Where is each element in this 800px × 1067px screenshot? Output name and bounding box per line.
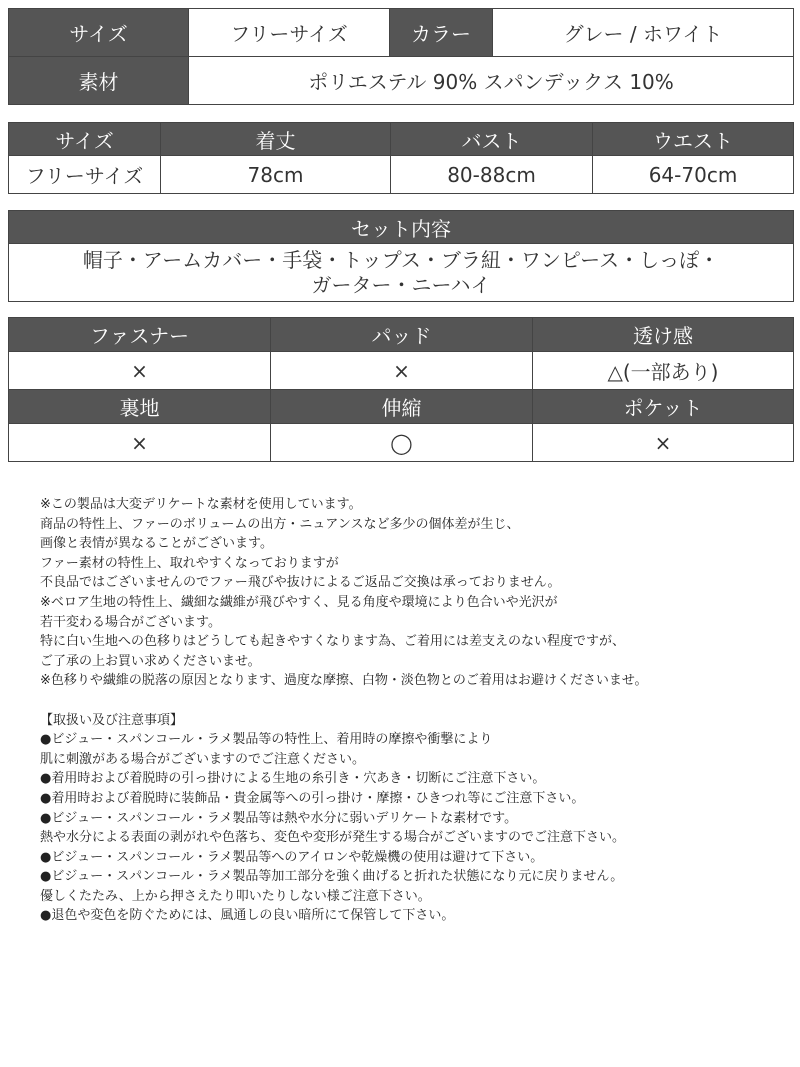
feature-value-lining: × [9, 424, 271, 462]
feature-header-lining: 裏地 [9, 390, 271, 424]
material-value: ポリエステル 90% スパンデックス 10% [189, 57, 794, 105]
feature-value-pad: × [271, 352, 533, 390]
color-value: グレー / ホワイト [493, 9, 794, 57]
size-value: フリーサイズ [189, 9, 390, 57]
note-line: ●ビジュー・スパンコール・ラメ製品等加工部分を強く曲げると折れた状態になり元に戻りません。 [40, 869, 624, 885]
color-label: カラー [390, 9, 493, 57]
note-line: 不良品ではございませんのでファー飛びや抜けによるご返品ご交換は承っておりません。 [40, 575, 561, 591]
measure-header-waist: ウエスト [593, 123, 794, 156]
features-table [8, 317, 794, 462]
measure-value-size: フリーサイズ [9, 156, 161, 194]
note-line: 商品の特性上、ファーのボリュームの出方・ニュアンスなど多少の個体差が生じ、 [40, 516, 520, 532]
note-line [40, 691, 792, 711]
feature-header-zipper: ファスナー [9, 318, 271, 352]
note-line: ※この製品は大変デリケートな素材を使用しています。 [40, 497, 362, 512]
note-line: ●着用時および着脱時に装飾品・貴金属等への引っ掛け・摩擦・ひきつれ等にご注意下さい。 [40, 790, 585, 806]
spec-table [8, 8, 794, 105]
size-label: サイズ [9, 9, 189, 57]
measure-value-waist: 64-70cm [593, 156, 794, 194]
set-contents-line: 帽子・アームカバー・手袋・トップス・ブラ紐・ワンピース・しっぽ・ [82, 247, 720, 272]
note-line: 優しくたたみ、上から押さえたり叩いたりしない様ご注意下さい。 [40, 888, 431, 904]
set-contents-value [9, 244, 794, 302]
note-line: 画像と表情が異なることがございます。 [40, 536, 273, 552]
note-line: ●着用時および着脱時の引っ掛けによる生地の糸引き・穴あき・切断にご注意下さい。 [40, 771, 546, 787]
note-line: ●ビジュー・スパンコール・ラメ製品等は熱や水分に弱いデリケートな素材です。 [40, 810, 518, 826]
measure-header-length: 着丈 [161, 123, 391, 156]
material-label: 素材 [9, 57, 189, 105]
measurement-table [8, 122, 794, 194]
note-line: ※色移りや繊維の脱落の原因となります、過度な摩擦、白物・淡色物とのご着用はお避けくださいませ。 [40, 673, 648, 689]
set-contents-line: ガーター・ニーハイ [311, 272, 491, 297]
measure-value-length: 78cm [161, 156, 391, 194]
note-line: 肌に刺激がある場合がございますのでご注意ください。 [40, 751, 366, 767]
feature-header-sheerness: 透け感 [533, 318, 794, 352]
note-line: ※ベロア生地の特性上、繊細な繊維が飛びやすく、見る角度や環境により色合いや光沢が [40, 594, 558, 610]
note-line: 若干変わる場合がございます。 [40, 614, 221, 630]
note-line: ●ビジュー・スパンコール・ラメ製品等へのアイロンや乾燥機の使用は避けて下さい。 [40, 849, 544, 865]
note-line: ●ビジュー・スパンコール・ラメ製品等の特性上、着用時の摩擦や衝撃により [40, 732, 493, 748]
measure-header-size: サイズ [9, 123, 161, 156]
feature-header-stretch: 伸縮 [271, 390, 533, 424]
feature-header-pocket: ポケット [533, 390, 794, 424]
note-line: ファー素材の特性上、取れやすくなっておりますが [40, 555, 339, 571]
measure-header-bust: バスト [391, 123, 593, 156]
feature-header-pad: パッド [271, 318, 533, 352]
care-notes [40, 495, 792, 926]
measure-value-bust: 80-88cm [391, 156, 593, 194]
feature-value-zipper: × [9, 352, 271, 390]
feature-value-stretch: ◯ [271, 424, 533, 462]
feature-value-pocket: × [533, 424, 794, 462]
note-line: 熱や水分による表面の剥がれや色落ち、変色や変形が発生する場合がございますのでご注意下さい。 [40, 830, 626, 846]
feature-value-sheerness: △(一部あり) [533, 352, 794, 390]
set-contents-header: セット内容 [9, 211, 794, 244]
note-line: 特に白い生地への色移りはどうしても起きやすくなります為、ご着用には差支えのない程度ですが、 [40, 634, 626, 650]
note-line: ●退色や変色を防ぐためには、風通しの良い暗所にて保管して下さい。 [40, 908, 455, 924]
set-contents-table [8, 210, 794, 302]
note-line: ご了承の上お買い求めくださいませ。 [40, 653, 261, 669]
note-line: 【取扱い及び注意事項】 [40, 712, 184, 728]
